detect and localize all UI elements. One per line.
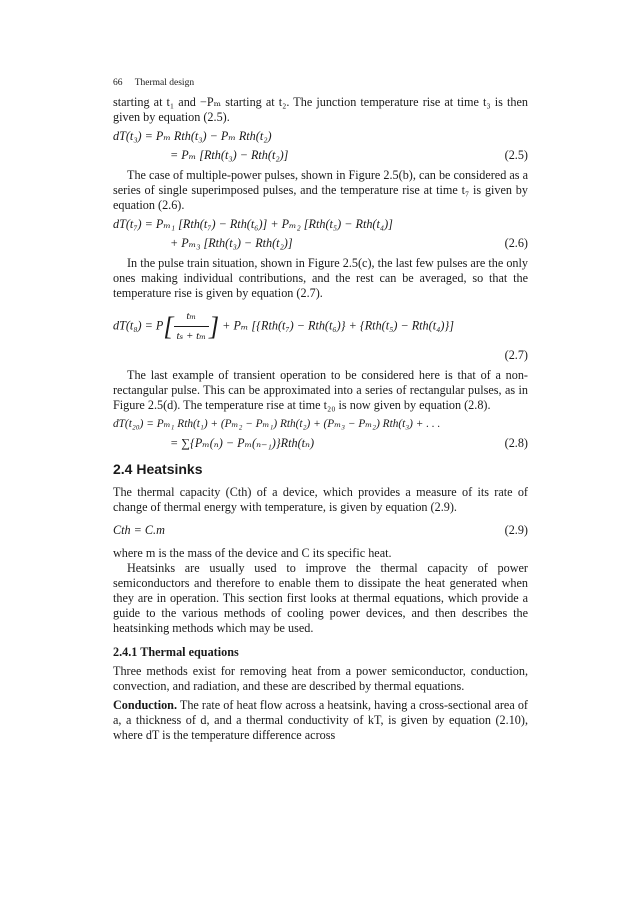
section-heading: 2.4 Heatsinks [113,461,203,477]
equation-number: (2.9) [504,523,528,537]
equation-2-6 [113,215,528,253]
equation-2-7-line-1 [113,307,528,346]
equation-2-6-line-2: + Pₘ₃ [Rth(t₃) − Rth(t₂)] [170,236,293,250]
equation-2-8 [113,415,528,453]
page-body [113,95,528,743]
equation-number: (2.6) [504,236,528,250]
paragraph-3: In the pulse train situation, shown in Figure 2.5(c), the last few pulses are the only ones making individual contributions, and the rest can be averaged, so that the temperature rise is given by equation (2.7). [113,256,528,300]
fraction-denominator: tₛ + tₘ [176,330,206,342]
paragraph-9-text: The rate of heat flow across a heatsink, having a cross-sectional area of a, a thickness of d, and a thermal conductivity of kT, is given by equation (2.10), where dT is the temperature difference across [113,698,528,742]
page-number: 66 [113,78,123,88]
fraction-numerator: tₘ [174,307,210,327]
fraction [174,307,210,346]
run-in-heading: Conduction. [113,698,178,712]
paragraph-5: The thermal capacity (Cth) of a device, which provides a measure of its rate of change of thermal energy with temperature, is given by equation (2.9). [113,485,528,514]
equation-2-6-line-1: dT(t₇) = Pₘ₁ [Rth(t₇) − Rth(t₆)] + Pₘ₂ [Rth(t₅) − Rth(t₄)] [113,217,393,231]
equation-2-8-line-1: dT(t₂₀) = Pₘ₁ Rth(t₁) + (Pₘ₂ − Pₘ₁) Rth(t₂) + (Pₘ₃ − Pₘ₂) Rth(t₃) + . . . [113,418,441,430]
paragraph-4: The last example of transient operation to be considered here is that of a non-rectangular pulse. This can be approximated into a series of rectangular pulses, as in Figure 2.5(d). The temperature rise at time t₂₀ is now given by equation (2.8). [113,368,528,412]
paragraph-6: where m is the mass of the device and C its specific heat. [113,546,392,560]
equation-2-5-line-1: dT(t₃) = Pₘ Rth(t₃) − Pₘ Rth(t₂) [113,129,272,143]
paragraph-2: The case of multiple-power pulses, shown in Figure 2.5(b), can be considered as a series of single superimposed pulses, and the temperature rise at time t₇ is given by equation (2.6). [113,168,528,212]
equation-number: (2.5) [504,148,528,162]
equation-2-7-lhs: dT(t₈) = P [113,318,164,333]
subsection-heading: 2.4.1 Thermal equations [113,645,239,659]
equation-2-7-rhs: + Pₘ [{Rth(t₇) − Rth(t₆)} + {Rth(t₅) − Rth(t₄)}] [222,318,455,333]
paragraph-7: Heatsinks are usually used to improve the thermal capacity of power semiconductors and therefore to enable them to dissipate the heat generated when they are in operation. This section first looks at thermal equations, which provide a guide to the various methods of cooling power devices, and then describes the heatsinking methods which may be used. [113,561,528,635]
paragraph-8: Three methods exist for removing heat from a power semiconductor, conduction, convection, and radiation, and these are described by thermal equations. [113,664,528,693]
close-bracket: ] [209,312,220,341]
running-head [113,78,194,88]
equation-2-7 [113,307,528,365]
equation-number: (2.7) [504,348,528,362]
equation-2-5 [113,127,528,165]
paragraph-9 [113,698,528,743]
equation-2-9-line-1: Cth = C.m [113,523,165,537]
equation-number-row [113,346,528,365]
equation-2-9 [113,521,528,540]
paragraph-1: starting at t₁ and −Pₘ starting at t₂. The junction temperature rise at time t₃ is then given by equation (2.5). [113,95,528,124]
running-title: Thermal design [134,78,195,88]
open-bracket: [ [163,312,174,341]
equation-2-8-line-2: = ∑{Pₘ(ₙ) − Pₘ(ₙ₋₁)}Rth(tₙ) [170,436,315,450]
equation-2-5-line-2: = Pₘ [Rth(t₃) − Rth(t₂)] [170,148,289,162]
equation-number: (2.8) [504,436,528,450]
